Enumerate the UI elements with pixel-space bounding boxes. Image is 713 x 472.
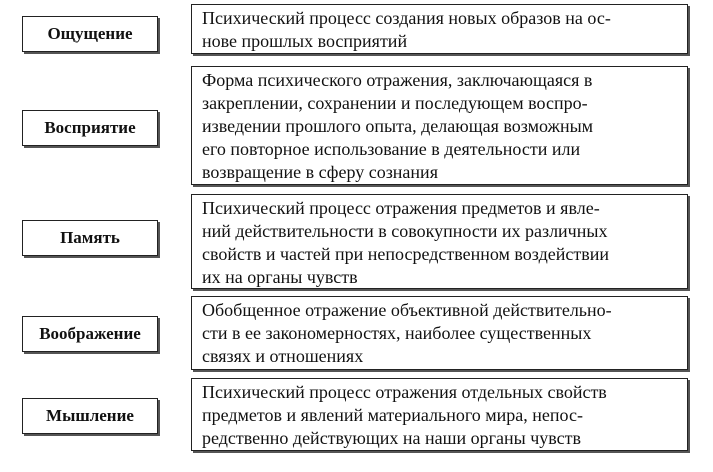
term-box-oshchushchenie: [22, 16, 158, 52]
term-box-myshlenie: [22, 398, 158, 434]
definition-line: нове прошлых восприятий: [202, 31, 408, 51]
term-box-voobrazhenie: [22, 316, 158, 352]
definition-line: предметов и явлений материального мира, непос-: [202, 405, 583, 425]
definition-line: возвращение в сферу сознания: [202, 162, 438, 182]
definition-line: связях и отношениях: [202, 346, 364, 366]
definition-box-3: [191, 194, 688, 289]
term-label: Память: [60, 228, 120, 247]
definition-line: Форма психического отражения, заключающаяся в: [202, 70, 593, 90]
definition-line: ний действительности в совокупности их различных: [202, 221, 608, 241]
definition-line: Психический процесс создания новых образов на ос-: [202, 8, 611, 28]
term-label: Восприятие: [44, 118, 136, 137]
definition-line: закреплении, сохранении и последующем воспро-: [202, 93, 588, 113]
definition-box-2: [191, 66, 688, 185]
term-box-vospriyatie: [22, 110, 158, 146]
definition-line: их на органы чувств: [202, 267, 358, 287]
definition-box-1: [191, 4, 688, 54]
definition-box-4: [191, 296, 688, 370]
definition-line: Психический процесс отражения предметов и явле-: [202, 198, 600, 218]
definition-line: сти в ее закономерностях, наиболее существенных: [202, 323, 592, 343]
definition-line: изведении прошлого опыта, делающая возможным: [202, 116, 594, 136]
definition-line: его повторное использование в деятельности или: [202, 139, 581, 159]
definition-box-5: [191, 378, 688, 451]
definition-line: Обобщенное отражение объективной действительно-: [202, 300, 612, 320]
definition-line: свойств и частей при непосредственном воздействии: [202, 244, 609, 264]
term-box-pamyat: [22, 220, 158, 256]
term-label: Мышление: [46, 406, 134, 425]
definition-line: редственно действующих на наши органы чувств: [202, 428, 582, 448]
term-label: Ощущение: [47, 24, 133, 43]
term-label: Воображение: [39, 324, 141, 343]
definition-line: Психический процесс отражения отдельных свойств: [202, 382, 607, 402]
